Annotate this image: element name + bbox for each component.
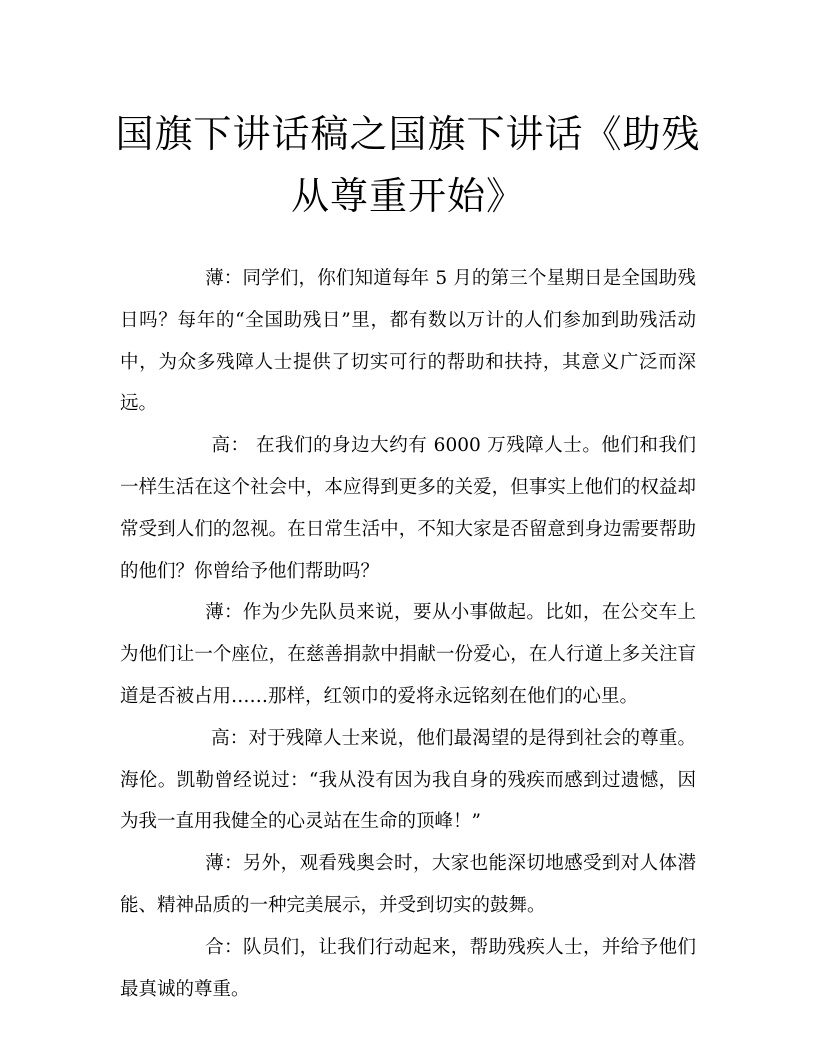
document-body bbox=[120, 258, 696, 1010]
speaker-label: 高： bbox=[205, 727, 249, 749]
speaker-label: 薄： bbox=[205, 602, 243, 624]
speaker-label: 薄： bbox=[205, 268, 243, 289]
document-title: 国旗下讲话稿之国旗下讲话《助残从尊重开始》 bbox=[115, 112, 701, 218]
paragraph-text: 作为少先队员来说，要从小事做起。比如，在公交车上为他们让一个座位，在慈善捐款中捐献一份爱心，在人行道上多关注盲道是否被占用……那样，红领巾的爱将永远铭刻在他们的心里。 bbox=[120, 602, 696, 707]
paragraph-1 bbox=[120, 258, 696, 425]
paragraph-5 bbox=[120, 843, 696, 927]
paragraph-2 bbox=[120, 425, 696, 592]
paragraph-text: 同学们，你们知道每年 5 月的第三个星期日是全国助残日吗？每年的“全国助残日”里，都有数以万计的人们参加到助残活动中，为众多残障人士提供了切实可行的帮助和扶持，其意义广泛而深远。 bbox=[120, 268, 696, 415]
paragraph-4 bbox=[120, 718, 696, 843]
paragraph-text: 在我们的身边大约有 6000 万残障人士。他们和我们一样生活在这个社会中，本应得到更多的关爱，但事实上他们的权益却常受到人们的忽视。在日常生活中，不知大家是否留意到身边需要帮助的他们？你曾给予他们帮助吗？ bbox=[120, 435, 696, 582]
speaker-label: 薄： bbox=[205, 853, 243, 875]
paragraph-text: 队员们，让我们行动起来，帮助残疾人士，并给予他们最真诚的尊重。 bbox=[120, 936, 696, 1000]
paragraph-text: 另外，观看残奥会时，大家也能深切地感受到对人体潜能、精神品质的一种完美展示，并受到切实的鼓舞。 bbox=[120, 853, 696, 916]
speaker-label: 合： bbox=[205, 936, 243, 958]
paragraph-3 bbox=[120, 592, 696, 717]
paragraph-text: 对于残障人士来说，他们最渴望的是得到社会的尊重。海伦。凯勒曾经说过：“我从没有因为我自身的残疾而感到过遗憾，因为我一直用我健全的心灵站在生命的顶峰！” bbox=[120, 727, 696, 833]
speaker-label: 高： bbox=[205, 435, 256, 457]
paragraph-6 bbox=[120, 927, 696, 1011]
